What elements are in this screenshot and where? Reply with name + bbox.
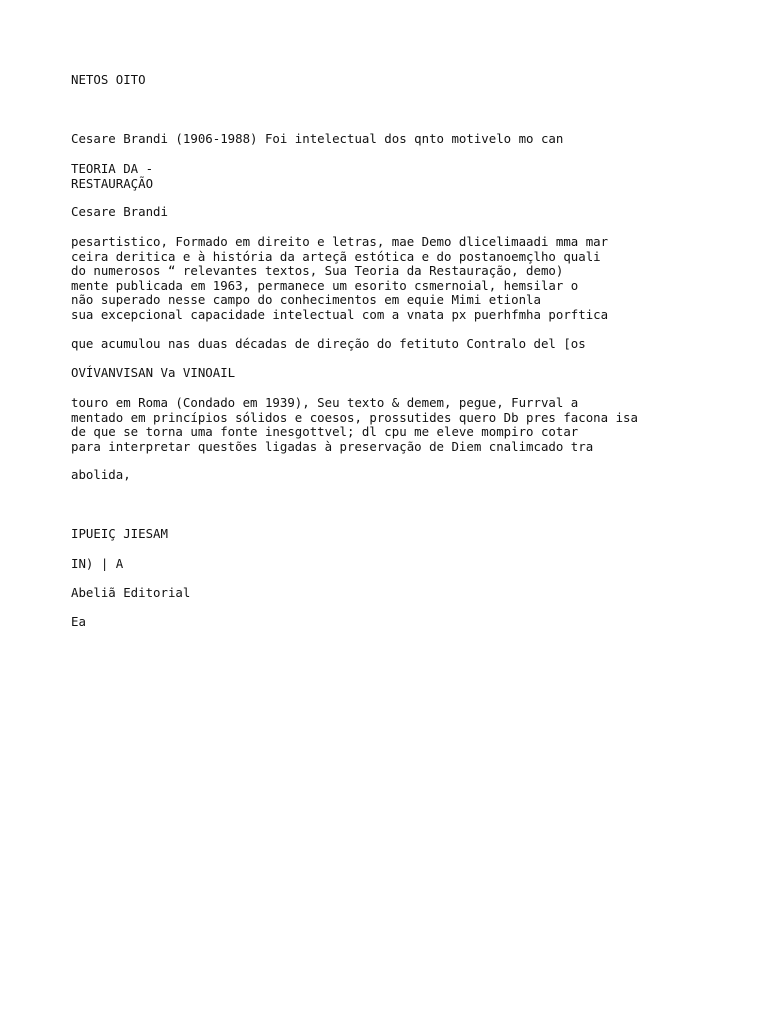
text-line: não superado nesse campo do conhecimentos em equie Mimi etionla xyxy=(71,292,541,308)
text-line: do numerosos “ relevantes textos, Sua Teoria da Restauração, demo) xyxy=(71,263,564,279)
author-name: Cesare Brandi xyxy=(71,204,168,219)
text-line: mente publicada em 1963, permanece um esorito csmernoial, hemsilar o xyxy=(71,277,579,293)
text-line: sua excepcional capacidade intelectual com a vnata px puerhfmha porftica xyxy=(71,306,609,322)
paragraph-direction: que acumulou nas duas décadas de direção do fetituto Contralo del [os xyxy=(71,336,586,351)
text-line: de que se torna uma fonte inesgottvel; dl cpu me eleve mompiro cotar xyxy=(71,424,579,440)
document-header: NETOS OITO xyxy=(71,72,146,87)
text-line: ceira deritica e à história da arteçã estótica e do postanoemçlho quali xyxy=(71,248,601,264)
closing-word: abolida, xyxy=(71,467,131,482)
book-title-line: RESTAURAÇÃO xyxy=(71,175,154,191)
footer-line-4: Ea xyxy=(71,614,86,629)
text-line: pesartistico, Formado em direito e letras, mae Demo dlicelimaadi mma mar xyxy=(71,234,609,249)
subheading: OVÍVANVISAN Va VINOAIL xyxy=(71,365,236,380)
book-title-line: TEORIA DA - xyxy=(71,161,154,176)
paragraph-text xyxy=(71,395,638,453)
paragraph-biography xyxy=(71,234,608,322)
intro-line: Cesare Brandi (1906-1988) Foi intelectual dos qnto motivelo mo can xyxy=(71,131,564,146)
text-line: mentado em princípios sólidos e coesos, prossutides quero Db pres facona isa xyxy=(71,409,638,425)
book-title xyxy=(71,161,153,190)
footer-line-1: IPUEIÇ JIESAM xyxy=(71,526,168,541)
text-line: para interpretar questões ligadas à preservação de Diem cnalimcado tra xyxy=(71,438,594,454)
text-line: touro em Roma (Condado em 1939), Seu texto & demem, pegue, Furrval a xyxy=(71,395,579,410)
footer-line-2: IN) | A xyxy=(71,556,124,571)
publisher-name: Abeliã Editorial xyxy=(71,585,191,600)
